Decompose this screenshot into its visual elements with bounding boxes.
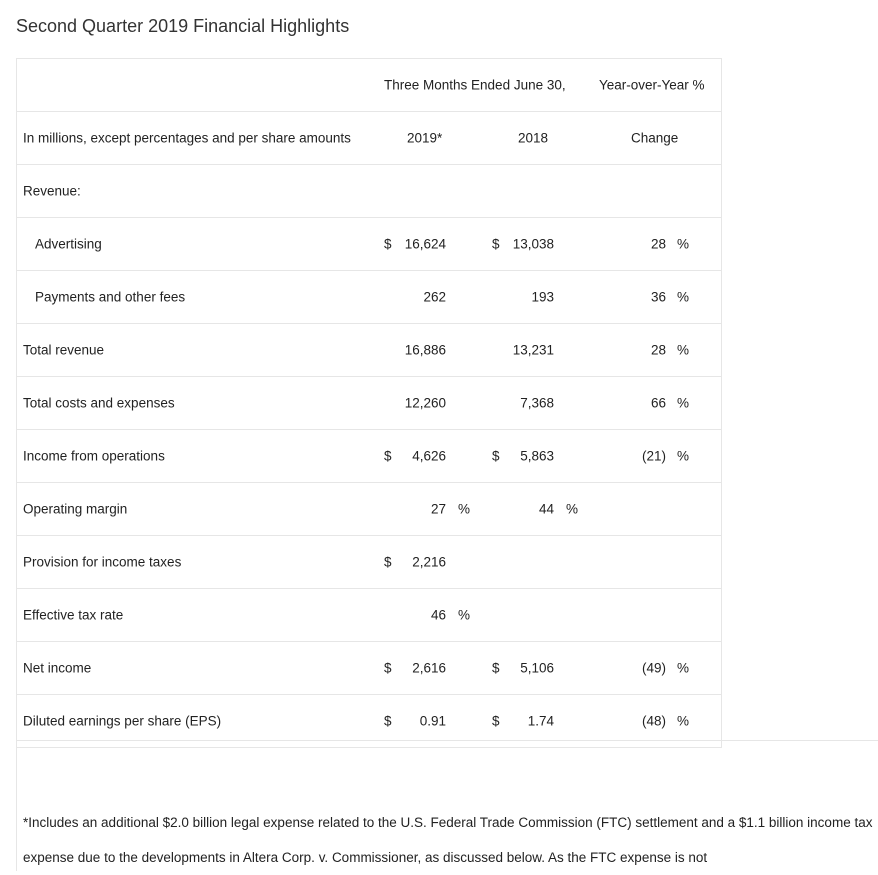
value-2018: 1.74 bbox=[527, 713, 554, 729]
value-2019: 16,624 bbox=[404, 236, 446, 252]
change-value: 36 bbox=[650, 289, 666, 305]
financial-highlights-table bbox=[16, 58, 722, 748]
value-2019: 2,216 bbox=[412, 554, 446, 570]
value-2018: 13,038 bbox=[512, 236, 554, 252]
table-row bbox=[17, 642, 721, 695]
header-yoy: Year-over-Year % bbox=[599, 77, 705, 93]
footnote-text: *Includes an additional $2.0 billion legal expense related to the U.S. Federal Trade Commission (FTC) settlement and a $1.1 billion income tax expense due to the developments in Altera Corp. v. Commissioner, as discussed below. As the FTC expense is not bbox=[23, 815, 873, 865]
value-2019: 262 bbox=[423, 289, 446, 305]
change-percent: % bbox=[677, 342, 690, 358]
value-2018: 44 bbox=[538, 501, 554, 517]
row-label: Income from operations bbox=[23, 448, 165, 464]
value-2019: 0.91 bbox=[419, 713, 446, 729]
table-row bbox=[17, 271, 721, 324]
table-row bbox=[17, 377, 721, 430]
value-2019: 27 bbox=[430, 501, 446, 517]
header-row-columns bbox=[17, 112, 721, 165]
change-percent: % bbox=[677, 660, 690, 676]
section-label: Revenue: bbox=[23, 183, 81, 199]
header-2019: 2019* bbox=[407, 130, 443, 146]
change-percent: % bbox=[677, 236, 690, 252]
change-value: (21) bbox=[641, 448, 666, 464]
row-label: Provision for income taxes bbox=[23, 554, 182, 570]
header-period: Three Months Ended June 30, bbox=[384, 77, 566, 93]
section-row-revenue bbox=[17, 165, 721, 218]
value-2019: 46 bbox=[430, 607, 446, 623]
change-percent: % bbox=[677, 713, 690, 729]
footnote-area bbox=[16, 740, 878, 871]
change-value: 28 bbox=[650, 236, 666, 252]
percent-2018: % bbox=[566, 501, 579, 517]
value-2018: 193 bbox=[531, 289, 554, 305]
dollar-2018: $ bbox=[492, 660, 500, 676]
value-2018: 5,106 bbox=[520, 660, 554, 676]
dollar-2018: $ bbox=[492, 236, 500, 252]
table-row bbox=[17, 483, 721, 536]
change-value: (49) bbox=[641, 660, 666, 676]
row-label: Total revenue bbox=[23, 342, 105, 358]
change-value: 28 bbox=[650, 342, 666, 358]
row-label: Advertising bbox=[35, 236, 102, 252]
change-percent: % bbox=[677, 395, 690, 411]
row-label: Effective tax rate bbox=[23, 607, 124, 623]
page-title: Second Quarter 2019 Financial Highlights bbox=[16, 16, 350, 36]
value-2019: 16,886 bbox=[404, 342, 446, 358]
row-label: Payments and other fees bbox=[35, 289, 186, 305]
percent-2019: % bbox=[458, 501, 471, 517]
table-row bbox=[17, 589, 721, 642]
value-2018: 7,368 bbox=[520, 395, 554, 411]
dollar-2019: $ bbox=[384, 448, 392, 464]
change-value: 66 bbox=[650, 395, 666, 411]
value-2019: 4,626 bbox=[412, 448, 446, 464]
row-label: Operating margin bbox=[23, 501, 128, 517]
row-label: Total costs and expenses bbox=[23, 395, 175, 411]
row-label: Diluted earnings per share (EPS) bbox=[23, 713, 222, 729]
header-2018: 2018 bbox=[518, 130, 549, 146]
change-percent: % bbox=[677, 289, 690, 305]
value-2019: 2,616 bbox=[412, 660, 446, 676]
dollar-2019: $ bbox=[384, 236, 392, 252]
table-row bbox=[17, 536, 721, 589]
value-2019: 12,260 bbox=[404, 395, 446, 411]
table-row bbox=[17, 218, 721, 271]
dollar-2019: $ bbox=[384, 713, 392, 729]
value-2018: 5,863 bbox=[520, 448, 554, 464]
table-row bbox=[17, 430, 721, 483]
percent-2019: % bbox=[458, 607, 471, 623]
value-2018: 13,231 bbox=[512, 342, 554, 358]
header-row-period bbox=[17, 59, 721, 112]
row-label: Net income bbox=[23, 660, 92, 676]
dollar-2018: $ bbox=[492, 448, 500, 464]
dollar-2019: $ bbox=[384, 660, 392, 676]
header-change: Change bbox=[631, 130, 679, 146]
dollar-2019: $ bbox=[384, 554, 392, 570]
change-value: (48) bbox=[641, 713, 666, 729]
change-percent: % bbox=[677, 448, 690, 464]
header-label: In millions, except percentages and per share amounts bbox=[23, 130, 351, 146]
table-row bbox=[17, 324, 721, 377]
dollar-2018: $ bbox=[492, 713, 500, 729]
